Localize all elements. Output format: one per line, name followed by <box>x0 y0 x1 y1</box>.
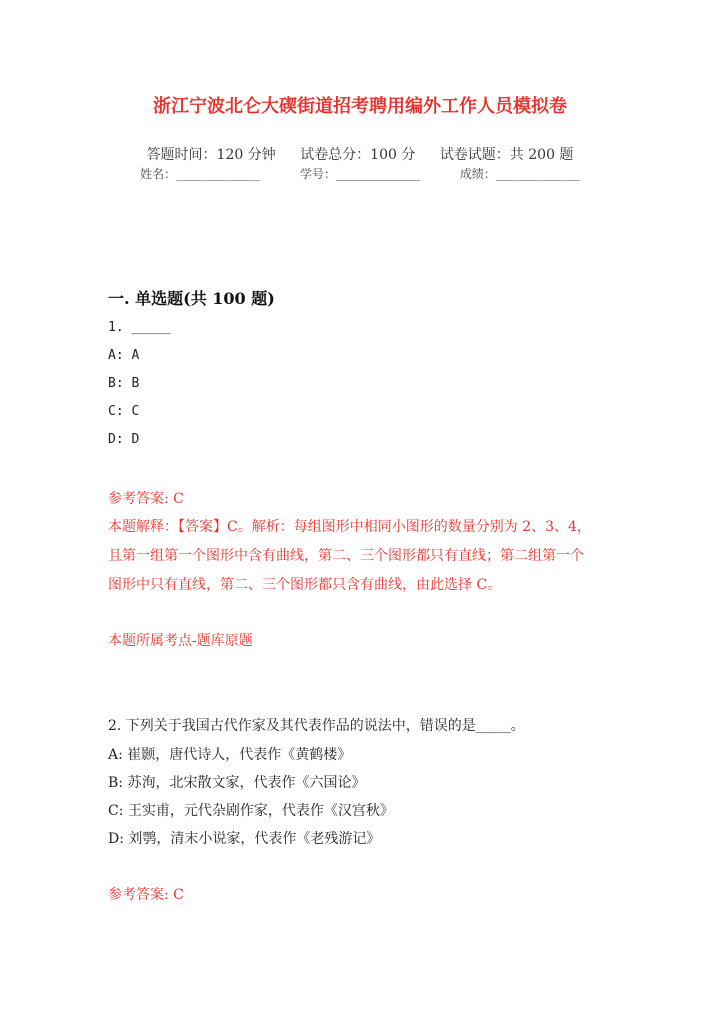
q1-option-c: C: C <box>108 404 140 419</box>
total-score: 试卷总分：100 分 <box>300 147 416 163</box>
q1-answer: 参考答案: C <box>108 491 184 507</box>
q1-option-d: D: D <box>108 432 140 447</box>
name-field <box>140 167 260 181</box>
q2-option-d: D: 刘鹗，清末小说家，代表作《老残游记》 <box>108 831 381 847</box>
score-blank: ______________ <box>495 167 580 181</box>
name-label: 姓名： <box>140 167 177 181</box>
id-label: 学号： <box>299 167 336 181</box>
q2-option-b: B: 苏洵，北宋散文家，代表作《六国论》 <box>108 775 366 791</box>
q1-source: 本题所属考点-题库原题 <box>108 633 253 649</box>
q1-explanation-line-1: 本题解释：【答案】C。解析：每组图形中相同小图形的数量分别为 2、3、4， <box>108 519 591 535</box>
exam-time: 答题时间：120 分钟 <box>146 147 276 163</box>
q2-option-c: C: 王实甫，元代杂剧作家，代表作《汉宫秋》 <box>108 803 394 819</box>
q1-option-b: B: B <box>108 376 140 391</box>
name-blank: ______________ <box>176 167 261 181</box>
q1-explanation-line-2: 且第一组第一个图形中含有曲线，第二、三个图形都只有直线；第二组第一个 <box>108 548 584 564</box>
section-title: 一. 单选题(共 100 题) <box>108 289 275 308</box>
q2-stem: 2. 下列关于我国古代作家及其代表作品的说法中，错误的是_____。 <box>108 718 525 734</box>
q2-option-a: A: 崔颢，唐代诗人，代表作《黄鹤楼》 <box>108 747 352 763</box>
document-title: 浙江宁波北仑大碶街道招考聘用编外工作人员模拟卷 <box>153 96 567 117</box>
q1-explanation-line-3: 图形中只有直线，第二、三个图形都只含有曲线，由此选择 C。 <box>108 577 502 593</box>
student-info <box>0 165 720 182</box>
exam-info <box>0 144 720 164</box>
score-field <box>460 167 580 181</box>
score-label: 成绩： <box>459 167 496 181</box>
q2-answer: 参考答案: C <box>108 887 184 903</box>
id-field <box>300 167 420 181</box>
q1-stem: 1. _____ <box>108 320 171 335</box>
total-questions: 试卷试题：共 200 题 <box>439 147 574 163</box>
id-blank: ______________ <box>336 167 420 181</box>
q1-option-a: A: A <box>108 348 140 363</box>
